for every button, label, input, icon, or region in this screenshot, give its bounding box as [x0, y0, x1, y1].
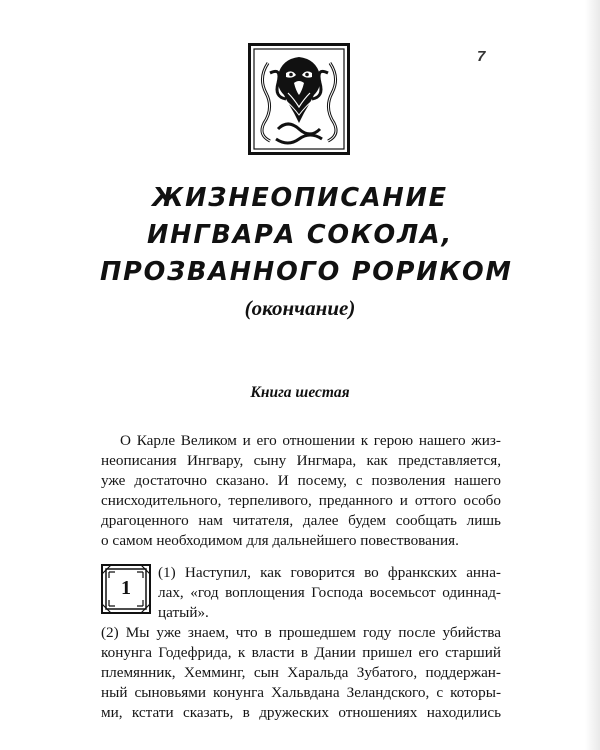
text-line: уже достаточно сказано. И посему, с позволения нашего — [101, 472, 501, 489]
chapter-title — [100, 180, 513, 291]
title-line: ЖИЗНЕОПИСАНИЕ — [152, 183, 448, 213]
page-number: 7 — [477, 48, 486, 65]
text-line: цатый». — [158, 604, 209, 621]
book-title: Книга шестая — [250, 384, 350, 401]
text-line: ный сыновьями конунга Хальвдана Зеландского, с которы- — [101, 684, 501, 701]
chapter-number: 1 — [121, 577, 131, 599]
text-line: снисходительного, терпеливого, преданного и оттого особо — [101, 492, 501, 509]
falcon-emblem-icon — [248, 43, 350, 155]
text-line: лах, «год воплощения Господа восемьсот одиннад- — [158, 584, 501, 601]
text-line: неописания Ингвару, сыну Ингмара, как представляется, — [101, 452, 501, 469]
title-line: ПРОЗВАННОГО РОРИКОМ — [100, 257, 513, 287]
subtitle: (окончание) — [244, 296, 356, 320]
title-line: ИНГВАРА СОКОЛА, — [147, 220, 453, 250]
text-line: драгоценного нам читателя, далее будем сообщать лишь — [101, 512, 501, 529]
text-line: племянник, Хемминг, сын Харальда Зубатого, поддержан- — [101, 664, 501, 681]
text-line: о самом необходимом для дальнейшего повествования. — [101, 532, 459, 549]
text-line: конунга Годефрида, к власти в Дании пришел его старший — [101, 644, 501, 661]
chapter-number-box — [101, 564, 151, 614]
text-line: (1) Наступил, как говорится во франкских анна- — [158, 564, 501, 581]
text-line: О Карле Великом и его отношении к герою нашего жиз- — [120, 432, 501, 449]
page-edge-shadow — [585, 0, 600, 750]
text-line: ми, кстати сказать, в дружеских отношениях находились — [101, 704, 501, 721]
text-line: (2) Мы уже знаем, что в прошедшем году после убийства — [101, 624, 501, 641]
